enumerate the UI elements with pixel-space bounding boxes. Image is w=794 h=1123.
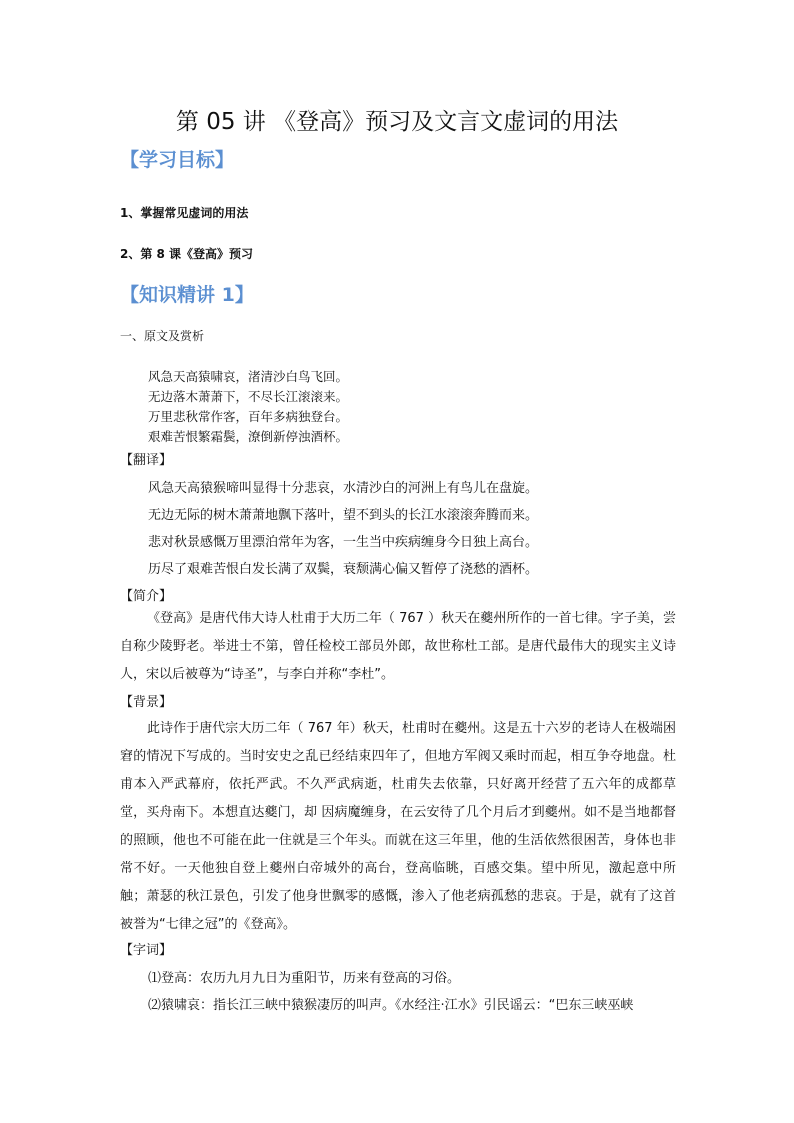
translation-line: 悲对秋景感慨万里漂泊常年为客，一生当中疾病缠身今日独上高台。 [148,535,539,550]
words-label: 【字词】 [120,943,173,958]
translation-line: 历尽了艰难苦恨白发长满了双鬓，衰颓满心偏又暂停了浇愁的酒杯。 [148,562,539,577]
original-text-subheading: 一、原文及赏析 [120,329,205,343]
translation-line: 无边无际的树木萧萧地飘下落叶，望不到头的长江水滚滚奔腾而来。 [148,508,539,523]
page-title: 第 05 讲 《登高》预习及文言文虚词的用法 [175,109,619,135]
goal-item-1: 1、掌握常见虚词的用法 [120,206,249,220]
poem [148,367,348,447]
poem-line: 艰难苦恨繁霜鬓，潦倒新停浊酒杯。 [148,429,349,444]
intro-label: 【简介】 [120,589,173,604]
learning-goals-heading: 【学习目标】 [120,149,235,171]
intro-paragraph [120,605,676,689]
intro-text: 《登高》是唐代伟大诗人杜甫于大历二年（ 767 ）秋天在夔州所作的一首七律。字子美，尝自称少陵野老。举进士不第，曾任检校工部员外郎，故世称杜工部。是唐代最伟大的现实主义诗人，宋以后被尊为“诗圣”，与李白并称“李杜”。 [120,611,676,682]
translation-label: 【翻译】 [120,453,173,468]
poem-line: 万里悲秋常作客，百年多病独登台。 [148,409,349,424]
background-label: 【背景】 [120,695,173,710]
word-note: ⑴登高：农历九月九日为重阳节，历来有登高的习俗。 [148,971,461,986]
background-text: 此诗作于唐代宗大历二年（ 767 年）秋天，杜甫时在夔州。这是五十六岁的老诗人在极端困窘的情况下写成的。当时安史之乱已经结束四年了，但地方军阀又乘时而起，相互争夺地盘。杜甫本入严武幕府，依托严武。不久严武病逝，杜甫失去依靠，只好离开经营了五六年的成都草堂，买舟南下。本想直达夔门，却 因病魔缠身，在云安待了几个月后才到夔州。如不是当地都督的照顾，他也不可能在此一住就是三个年头。而就在这三年里，他的生活依然很困苦，身体也非常不好。一天他独自登上夔州白帝城外的高台，登高临眺，百感交集。望中所见，激起意中所触；萧瑟的秋江景色，引发了他身世飘零的感慨，渗入了他老病孤愁的悲哀。于是，就有了这首被誉为“七律之冠”的《登高》。 [120,721,676,932]
translation-line: 风急天高猿猴啼叫显得十分悲哀，水清沙白的河洲上有鸟儿在盘旋。 [148,481,539,496]
poem-line: 无边落木萧萧下，不尽长江滚滚来。 [148,389,349,404]
poem-line: 风急天高猿啸哀，渚清沙白鸟飞回。 [148,369,349,384]
knowledge-heading: 【知识精讲 1】 [120,284,254,306]
word-note: ⑵猿啸哀：指长江三峡中猿猴凄厉的叫声。《水经注·江水》引民谣云：“巴东三峡巫峡 [148,998,634,1013]
goal-item-2: 2、第 8 课《登高》预习 [120,247,254,261]
background-paragraph [120,715,676,939]
